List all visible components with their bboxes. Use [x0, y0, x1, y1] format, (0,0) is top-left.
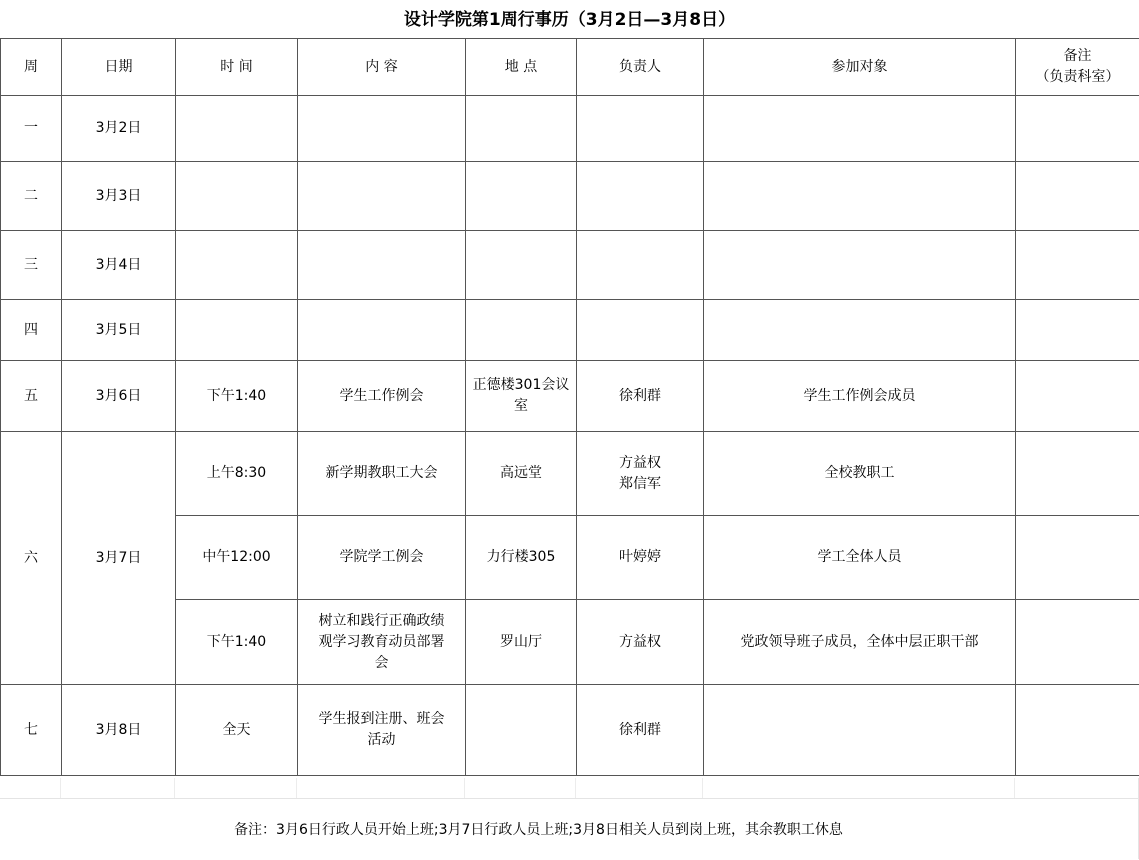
time-cell — [176, 162, 298, 231]
divider — [60, 778, 61, 798]
content-line: 观学习教育动员部署 — [319, 634, 445, 650]
time-cell: 全天 — [176, 685, 298, 776]
table-row — [1, 162, 1139, 231]
date-cell: 3月8日 — [62, 685, 176, 776]
weekday-cell: 五 — [1, 361, 62, 432]
remark-cell — [1016, 96, 1139, 162]
header-week: 周 — [1, 39, 62, 96]
place-cell: 高远堂 — [466, 432, 577, 516]
table-row — [1, 432, 1139, 516]
person-cell — [577, 162, 704, 231]
content-cell — [298, 685, 466, 776]
content-cell — [298, 300, 466, 361]
divider — [464, 778, 465, 798]
person-cell — [577, 231, 704, 300]
time-cell: 上午8:30 — [176, 432, 298, 516]
header-person: 负责人 — [577, 39, 704, 96]
table-row — [1, 231, 1139, 300]
header-date: 日期 — [62, 39, 176, 96]
remark-cell — [1016, 162, 1139, 231]
date-cell: 3月7日 — [62, 432, 176, 685]
date-cell: 3月3日 — [62, 162, 176, 231]
note-area — [0, 798, 1139, 860]
calendar-table — [0, 38, 1139, 776]
place-cell — [466, 231, 577, 300]
place-line: 室 — [514, 398, 528, 414]
table-row — [1, 361, 1139, 432]
time-cell: 下午1:40 — [176, 600, 298, 685]
remark-cell — [1016, 432, 1139, 516]
time-cell — [176, 96, 298, 162]
attendees-cell — [704, 685, 1016, 776]
remark-cell — [1016, 600, 1139, 685]
place-cell: 罗山厅 — [466, 600, 577, 685]
divider — [575, 778, 576, 798]
content-cell: 新学期教职工大会 — [298, 432, 466, 516]
place-cell — [466, 96, 577, 162]
header-remark — [1016, 39, 1139, 96]
weekday-cell: 二 — [1, 162, 62, 231]
date-cell: 3月5日 — [62, 300, 176, 361]
divider — [296, 778, 297, 798]
content-line: 树立和践行正确政绩 — [319, 613, 445, 629]
divider — [174, 778, 175, 798]
content-cell — [298, 600, 466, 685]
person-cell: 叶婷婷 — [577, 516, 704, 600]
attendees-cell — [704, 96, 1016, 162]
attendees-cell — [704, 162, 1016, 231]
content-cell: 学院学工例会 — [298, 516, 466, 600]
remark-cell — [1016, 231, 1139, 300]
remark-cell — [1016, 685, 1139, 776]
date-cell: 3月2日 — [62, 96, 176, 162]
attendees-cell: 学生工作例会成员 — [704, 361, 1016, 432]
content-line: 活动 — [368, 732, 396, 748]
content-line: 学生报到注册、班会 — [319, 711, 445, 727]
header-remark-line2: （负责科室） — [1036, 69, 1120, 85]
person-cell: 徐利群 — [577, 361, 704, 432]
place-line: 正德楼301会议 — [473, 377, 570, 393]
content-cell — [298, 231, 466, 300]
header-attendees: 参加对象 — [704, 39, 1016, 96]
weekday-cell: 四 — [1, 300, 62, 361]
remark-cell — [1016, 361, 1139, 432]
person-cell: 方益权 — [577, 600, 704, 685]
place-cell: 力行楼305 — [466, 516, 577, 600]
table-row — [1, 685, 1139, 776]
header-time: 时 间 — [176, 39, 298, 96]
header-row — [1, 39, 1139, 96]
divider — [702, 778, 703, 798]
attendees-cell: 党政领导班子成员，全体中层正职干部 — [704, 600, 1016, 685]
content-cell — [298, 162, 466, 231]
person-line: 方益权 — [619, 455, 661, 471]
page-title: 设计学院第1周行事历（3月2日—3月8日） — [0, 0, 1139, 38]
table-row — [1, 300, 1139, 361]
content-line: 会 — [375, 655, 389, 671]
attendees-cell: 全校教职工 — [704, 432, 1016, 516]
person-cell — [577, 432, 704, 516]
date-cell: 3月4日 — [62, 231, 176, 300]
place-cell — [466, 162, 577, 231]
attendees-cell — [704, 300, 1016, 361]
remark-cell — [1016, 300, 1139, 361]
time-cell: 中午12:00 — [176, 516, 298, 600]
time-cell — [176, 300, 298, 361]
content-cell — [298, 96, 466, 162]
place-cell — [466, 300, 577, 361]
header-content: 内 容 — [298, 39, 466, 96]
header-remark-line1: 备注 — [1064, 48, 1092, 64]
footer-note: 备注：3月6日行政人员开始上班;3月7日行政人员上班;3月8日相关人员到岗上班，其余教职工休息 — [0, 819, 1077, 841]
remark-cell — [1016, 516, 1139, 600]
weekday-cell: 六 — [1, 432, 62, 685]
attendees-cell: 学工全体人员 — [704, 516, 1016, 600]
time-cell: 下午1:40 — [176, 361, 298, 432]
place-cell — [466, 685, 577, 776]
content-cell: 学生工作例会 — [298, 361, 466, 432]
date-cell: 3月6日 — [62, 361, 176, 432]
weekday-cell: 一 — [1, 96, 62, 162]
divider — [1014, 778, 1015, 798]
person-cell: 徐利群 — [577, 685, 704, 776]
table-row — [1, 96, 1139, 162]
time-cell — [176, 231, 298, 300]
person-cell — [577, 300, 704, 361]
person-line: 郑信军 — [619, 476, 661, 492]
weekday-cell: 七 — [1, 685, 62, 776]
person-cell — [577, 96, 704, 162]
attendees-cell — [704, 231, 1016, 300]
header-place: 地 点 — [466, 39, 577, 96]
weekday-cell: 三 — [1, 231, 62, 300]
place-cell — [466, 361, 577, 432]
